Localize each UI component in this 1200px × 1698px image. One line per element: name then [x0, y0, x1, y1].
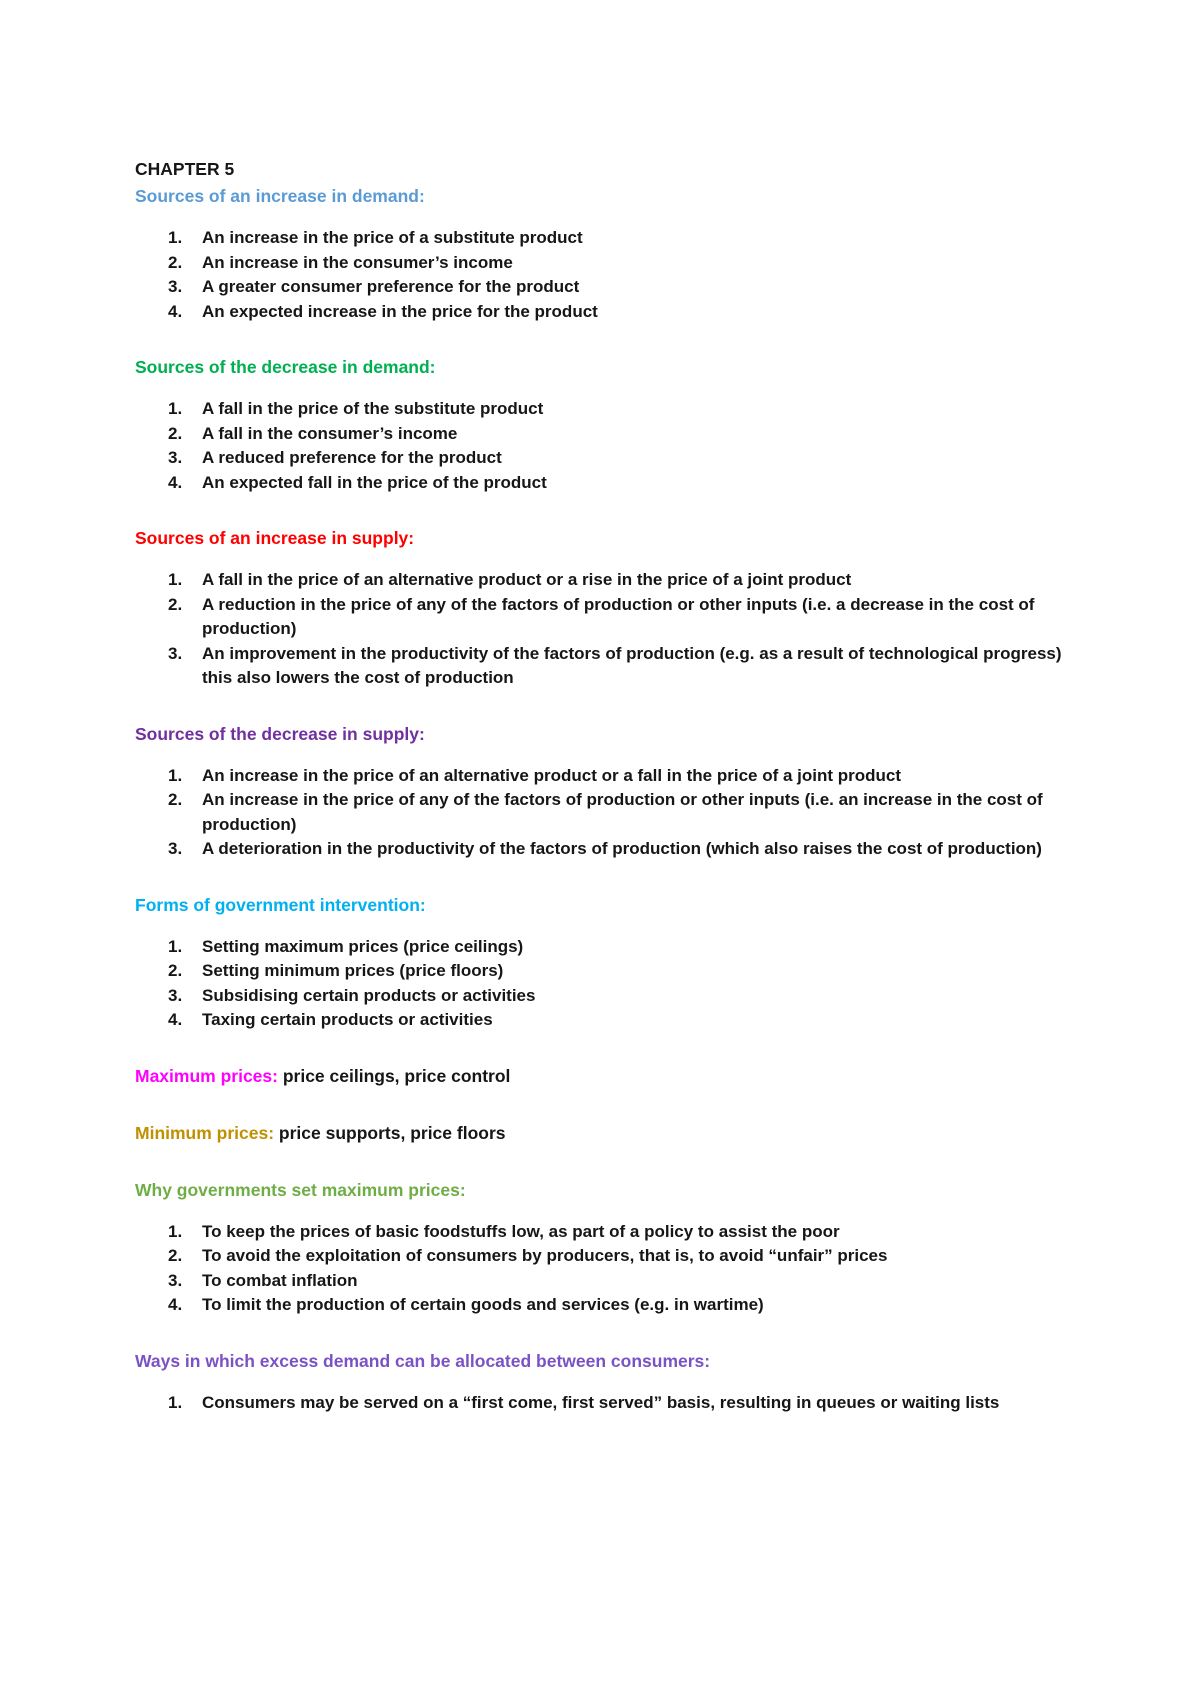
definition-term: Minimum prices:: [135, 1122, 275, 1143]
list-item: Subsidising certain products or activities: [202, 985, 536, 1005]
chapter-title: CHAPTER 5: [135, 159, 235, 179]
section-heading: Why governments set maximum prices:: [135, 1179, 466, 1200]
list-item: An increase in the price of any of the factors of production or other inputs (i.e. an increase in the cost of production): [202, 790, 1043, 834]
section-list: [135, 226, 1067, 324]
list-item: To limit the production of certain goods and services (e.g. in wartime): [202, 1295, 764, 1314]
list-item: A fall in the price of an alternative product or a rise in the price of a joint product: [202, 570, 852, 589]
list-item: Setting minimum prices (price floors): [202, 961, 504, 980]
section-list: [135, 397, 1067, 495]
list-item: A deterioration in the productivity of the factors of production (which also raises the cost of production): [202, 839, 1042, 858]
list-item: A reduction in the price of any of the factors of production or other inputs (i.e. a decrease in the cost of production): [202, 594, 1035, 638]
definition-text: price supports, price floors: [274, 1122, 506, 1143]
list-item: A fall in the price of the substitute product: [202, 399, 544, 418]
list-item: A fall in the consumer’s income: [202, 423, 458, 443]
list-item: An increase in the price of a substitute product: [202, 228, 583, 247]
list-item: An increase in the price of an alternative product or a fall in the price of a joint product: [202, 765, 902, 785]
section-heading: Sources of the decrease in supply:: [135, 723, 425, 744]
section-excess-demand-allocation: [135, 1348, 1067, 1416]
section-increase-supply: [135, 525, 1067, 691]
section-heading: Sources of an increase in demand:: [135, 186, 425, 206]
section-list: [135, 935, 1067, 1033]
list-item: A reduced preference for the product: [202, 448, 502, 467]
section-why-maximum-prices: [135, 1177, 1067, 1318]
list-item: An expected increase in the price for the product: [202, 301, 598, 321]
section-list: [135, 764, 1067, 862]
section-increase-demand: [135, 183, 1067, 324]
section-list: [135, 1220, 1067, 1318]
section-decrease-demand: [135, 354, 1067, 495]
section-list: [135, 568, 1067, 691]
definition-minimum-prices: [135, 1120, 1067, 1147]
list-item: To keep the prices of basic foodstuffs low, as part of a policy to assist the poor: [202, 1221, 840, 1241]
section-heading: Sources of the decrease in demand:: [135, 357, 436, 377]
section-government-intervention: [135, 892, 1067, 1033]
list-item: An increase in the consumer’s income: [202, 252, 513, 272]
section-decrease-supply: [135, 721, 1067, 862]
list-item: An expected fall in the price of the product: [202, 472, 547, 492]
list-item: A greater consumer preference for the product: [202, 277, 580, 296]
definition-text: price ceilings, price control: [277, 1065, 511, 1086]
list-item: To avoid the exploitation of consumers by producers, that is, to avoid “unfair” prices: [202, 1246, 888, 1265]
section-heading: Forms of government intervention:: [135, 894, 426, 915]
list-item: Consumers may be served on a “first come, first served” basis, resulting in queues or waiting lists: [202, 1392, 1000, 1412]
list-item: Setting maximum prices (price ceilings): [202, 936, 524, 956]
definition-maximum-prices: [135, 1063, 1067, 1090]
section-list: [135, 1391, 1067, 1416]
list-item: Taxing certain products or activities: [202, 1010, 493, 1029]
section-heading: Sources of an increase in supply:: [135, 528, 415, 548]
definition-term: Maximum prices:: [135, 1065, 278, 1086]
section-heading: Ways in which excess demand can be allocated between consumers:: [135, 1350, 711, 1371]
list-item: An improvement in the productivity of the factors of production (e.g. as a result of technological progress) this also lowers the cost of production: [202, 643, 1062, 687]
list-item: To combat inflation: [202, 1270, 358, 1290]
